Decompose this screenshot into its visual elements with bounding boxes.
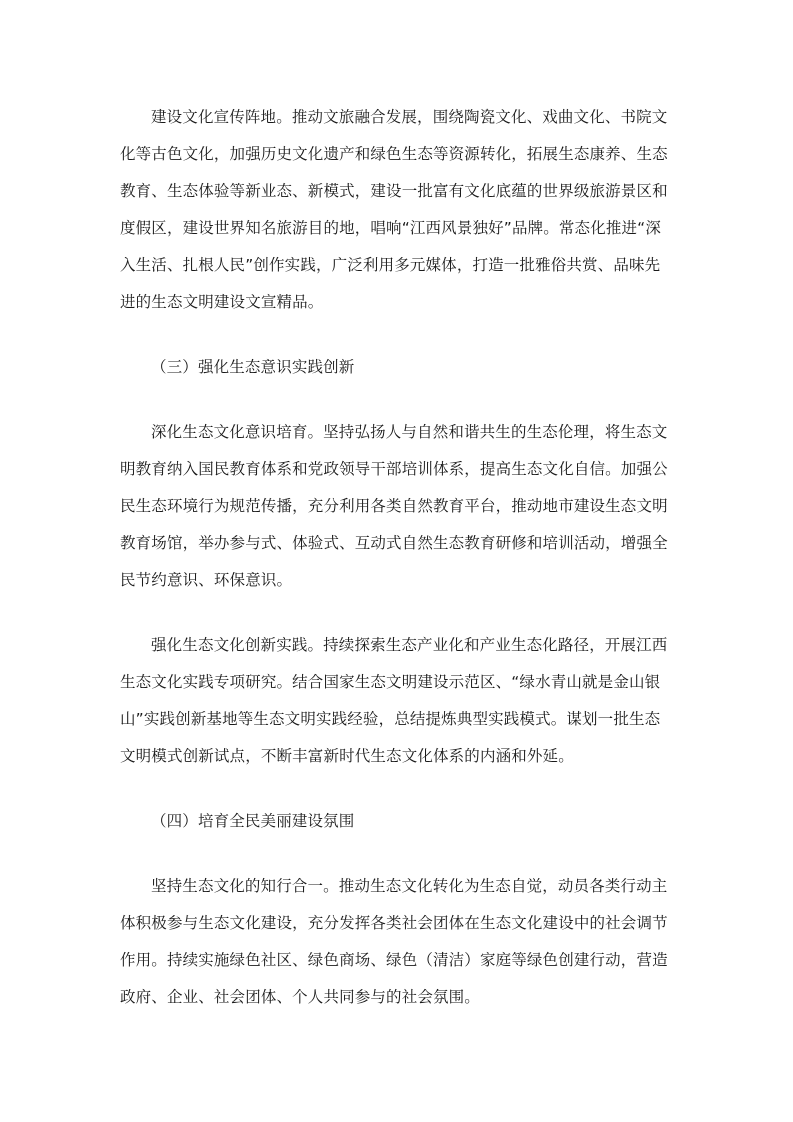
paragraph-innovation-practice [120, 627, 676, 775]
paragraph-cultural-promotion [120, 99, 676, 321]
section-heading-4: （四）培育全民美丽建设氛围 [151, 812, 355, 830]
section-heading-3: （三）强化生态意识实践创新 [151, 358, 355, 376]
paragraph-line: 文明模式创新试点，不断丰富新时代生态文化体系的内涵和外延。 [120, 747, 574, 765]
paragraph-line: 政府、企业、社会团体、个人共同参与的社会氛围。 [120, 988, 480, 1006]
paragraph-line: 强化生态文化创新实践。持续探索生态产业化和产业生态化路径，开展江西 [151, 636, 668, 654]
paragraph-line: 进的生态文明建设文宣精品。 [120, 293, 324, 311]
paragraph-line: 民生态环境行为规范传播，充分利用各类自然教育平台，推动地市建设生态文明 [120, 497, 668, 515]
paragraph-knowledge-action [120, 868, 676, 1016]
paragraph-line: 化等古色文化，加强历史文化遗产和绿色生态等资源转化，拓展生态康养、生态 [120, 145, 668, 163]
paragraph-awareness-cultivation [120, 414, 676, 599]
paragraph-line: 明教育纳入国民教育体系和党政领导干部培训体系，提高生态文化自信。加强公 [120, 460, 668, 478]
paragraph-line: 坚持生态文化的知行合一。推动生态文化转化为生态自觉，动员各类行动主 [151, 877, 668, 895]
paragraph-line: 度假区，建设世界知名旅游目的地，唱响“江西风景独好”品牌。常态化推进“深 [120, 219, 661, 237]
paragraph-line: 教育场馆，举办参与式、体验式、互动式自然生态教育研修和培训活动，增强全 [120, 534, 668, 552]
paragraph-line: 体积极参与生态文化建设，充分发挥各类社会团体在生态文化建设中的社会调节 [120, 914, 668, 932]
paragraph-line: 山”实践创新基地等生态文明实践经验，总结提炼典型实践模式。谋划一批生态 [120, 710, 661, 728]
paragraph-line: 作用。持续实施绿色社区、绿色商场、绿色（清洁）家庭等绿色创建行动，营造 [120, 951, 668, 969]
document-page [120, 99, 676, 1016]
paragraph-line: 生态文化实践专项研究。结合国家生态文明建设示范区、“绿水青山就是金山银 [120, 673, 661, 691]
paragraph-line: 建设文化宣传阵地。推动文旅融合发展，围绕陶瓷文化、戏曲文化、书院文 [151, 108, 668, 126]
paragraph-line: 教育、生态体验等新业态、新模式，建设一批富有文化底蕴的世界级旅游景区和 [120, 182, 668, 200]
paragraph-line: 民节约意识、环保意识。 [120, 571, 293, 589]
paragraph-line: 深化生态文化意识培育。坚持弘扬人与自然和谐共生的生态伦理，将生态文 [151, 423, 668, 441]
paragraph-line: 入生活、扎根人民”创作实践，广泛利用多元媒体，打造一批雅俗共赏、品味先 [120, 256, 661, 274]
